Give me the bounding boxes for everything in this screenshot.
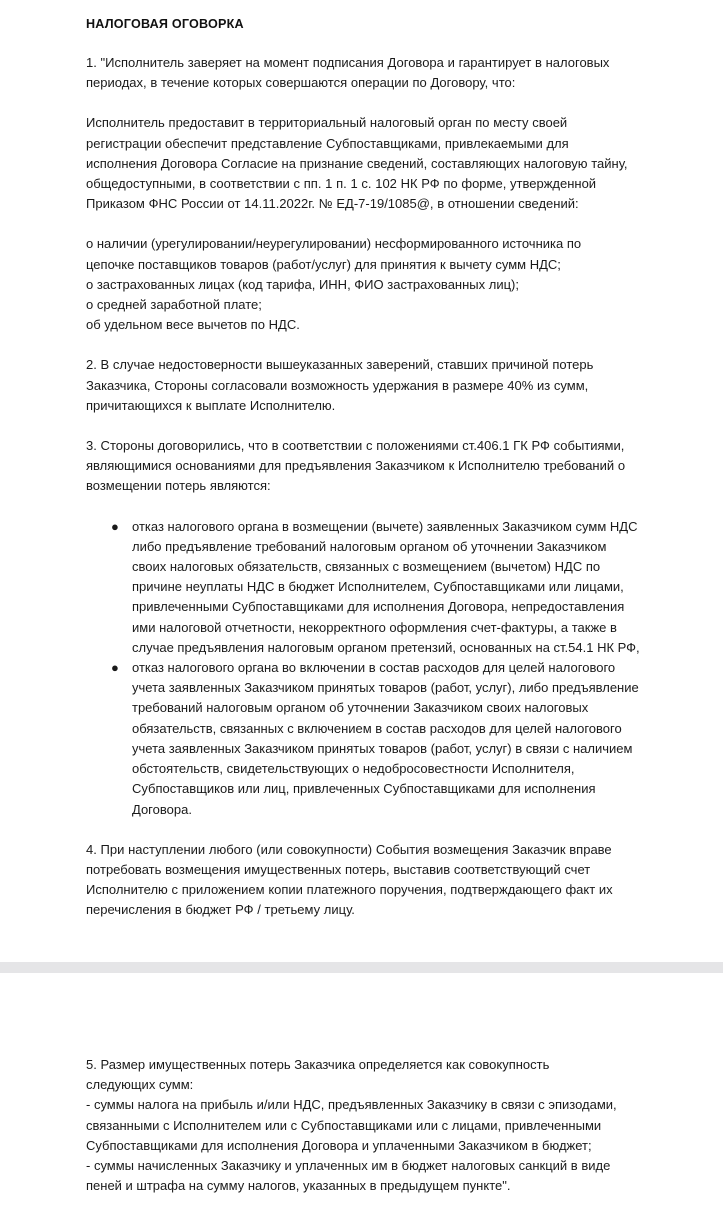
loss-events-list — [86, 517, 640, 820]
clause-line: пеней и штрафа на сумму налогов, указанных в предыдущем пункте". — [86, 1178, 511, 1194]
bullet-point-icon: ● — [111, 660, 119, 676]
info-line: о средней заработной плате; — [86, 297, 262, 313]
clause-line: 5. Размер имущественных потерь Заказчика определяется как совокупность — [86, 1057, 550, 1072]
info-line: цепочке поставщиков товаров (работ/услуг) для принятия к вычету сумм НДС; — [86, 256, 561, 272]
clause-line: - суммы начисленных Заказчику и уплаченных им в бюджет налоговых санкций в виде — [86, 1158, 611, 1174]
info-line: об удельном весе вычетов по НДС. — [86, 317, 300, 333]
list-item-text: отказ налогового органа в возмещении (вычете) заявленных Заказчиком сумм НДС либо предъявление требований налоговым органом об уточнении Заказчиком своих налоговых обязательств, связанных с возмещением (вычетом) НДС по причине неуплаты НДС в бюджет Исполнителем, Субпоставщиками или лицами, привлеченными Субпоставщиками для исполнения Договора, непредоставления ими налоговой отчетности, некорректного оформления счет-фактуры, а также в случае предъявления налоговым органом претензий, основанных на ст.54.1 НК РФ, — [132, 518, 640, 655]
bottom-spacer — [86, 1216, 640, 1226]
page-break-separator — [0, 962, 723, 973]
list-item-text: отказ налогового органа во включении в состав расходов для целей налогового учета заявленных Заказчиком принятых товаров (работ, услуг), либо предъявление требований налоговым органом об уточнении Заказчиком своих налоговых обязательств, связанных с включением в состав расходов для целей налогового учета заявленных Заказчиком принятых товаров (работ, услуг) в связи с наличием обстоятельств, свидетельствующих о недобросовестности Исполнителя, Субпоставщиков или лиц, привлеченных Субпоставщиками для исполнения Договора. — [132, 660, 639, 817]
clause-paragraph-3: 2. В случае недостоверности вышеуказанных заверений, ставших причиной потерь Заказчика, Стороны согласовали возможность удержания в размере 40% из сумм, причитающихся к выплате Исполнителю. — [86, 357, 594, 413]
clause-paragraph-5: 4. При наступлении любого (или совокупности) События возмещения Заказчик вправе потребовать возмещения имущественных потерь, выставив соответствующий счет Исполнителю с приложением копии платежного поручения, подтверждающего факт их перечисления в бюджет РФ / третьему лицу. — [86, 841, 613, 918]
clause-line: связанными с Исполнителем или с Субпоставщиками или с лицами, привлеченными — [86, 1117, 602, 1133]
bullet-point-icon: ● — [111, 518, 119, 534]
clause-paragraph-4: 3. Стороны договорились, что в соответствии с положениями ст.406.1 ГК РФ событиями, являющимися основаниями для предъявления Заказчиком к Исполнителю требований о возмещении потерь являются: — [86, 438, 626, 494]
info-line: о наличии (урегулировании/неурегулировании) несформированного источника по — [86, 236, 582, 252]
info-line: о застрахованных лицах (код тарифа, ИНН, ФИО застрахованных лиц); — [86, 276, 519, 292]
clause-line: - суммы налога на прибыль и/или НДС, предъявленных Заказчику в связи с эпизодами, — [86, 1097, 617, 1113]
list-item — [86, 517, 640, 658]
clause-line: следующих сумм: — [86, 1077, 194, 1093]
clause-paragraph-6 — [86, 1055, 640, 1196]
document-page-two — [0, 973, 723, 1201]
clause-line: Субпоставщиками для исполнения Договора и уплаченными Заказчиком в бюджет; — [86, 1137, 592, 1153]
page-title: НАЛОГОВАЯ ОГОВОРКА — [86, 17, 244, 31]
clause-paragraph-1: 1. "Исполнитель заверяет на момент подписания Договора и гарантирует в налоговых периодах, в течение которых совершаются операции по Договору, что: — [86, 55, 610, 91]
disclosure-info-lines — [86, 234, 640, 335]
clause-paragraph-2: Исполнитель предоставит в территориальный налоговый орган по месту своей регистрации обеспечит представление Субпоставщиками, привлекаемыми для исполнения Договора Согласие на признание сведений, составляющих налоговую тайну, общедоступными, в соответствии с пп. 1 п. 1 с. 102 НК РФ по форме, утвержденной Приказом ФНС России от 14.11.2022г. № ЕД-7-19/1085@, в отношении сведений: — [86, 115, 628, 212]
list-item — [86, 658, 640, 820]
